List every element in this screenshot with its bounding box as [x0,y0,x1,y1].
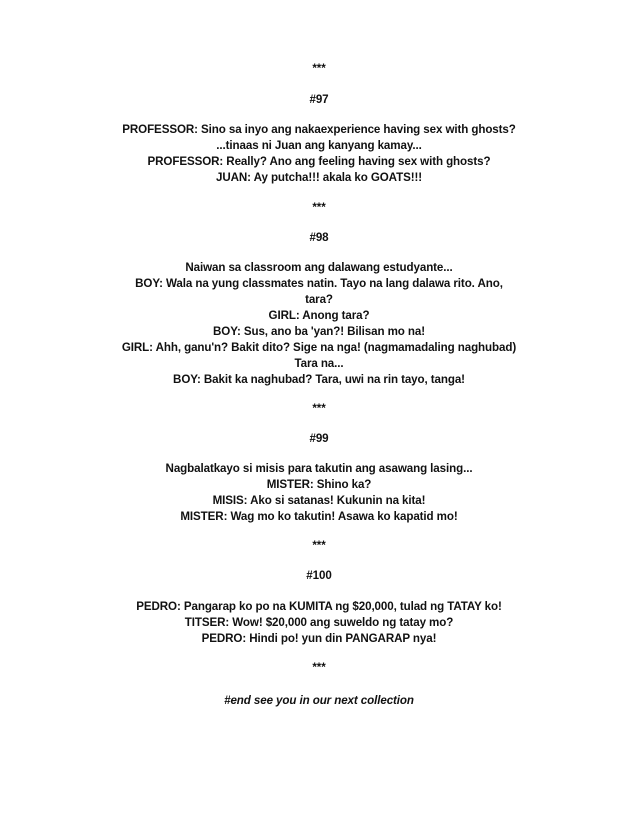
closing-line: #end see you in our next collection [224,694,414,707]
joke-line: MISTER: Shino ka? [266,478,372,491]
joke-line: Naiwan sa classroom ang dalawang estudyante... [185,261,453,274]
joke-line: ...tinaas ni Juan ang kanyang kamay... [216,139,422,152]
joke-line: MISTER: Wag mo ko takutin! Asawa ko kapatid mo! [180,510,458,523]
separator: *** [312,539,326,552]
joke-number: #97 [309,93,329,106]
joke-line: Nagbalatkayo si misis para takutin ang asawang lasing... [165,462,473,475]
joke-line: BOY: Wala na yung classmates natin. Tayo na lang dalawa rito. Ano, [135,277,503,290]
joke-number: #99 [309,432,329,445]
joke-line: tara? [305,293,333,306]
joke-line: PEDRO: Pangarap ko po na KUMITA ng $20,000, tulad ng TATAY ko! [136,600,502,613]
joke-line: BOY: Bakit ka naghubad? Tara, uwi na rin tayo, tanga! [173,373,465,386]
separator: *** [312,62,326,75]
joke-line: PROFESSOR: Really? Ano ang feeling having sex with ghosts? [147,155,491,168]
separator: *** [312,661,326,674]
separator: *** [312,402,326,415]
joke-line: PROFESSOR: Sino sa inyo ang nakaexperience having sex with ghosts? [122,123,516,136]
joke-number: #100 [306,569,332,582]
separator: *** [312,201,326,214]
joke-line: PEDRO: Hindi po! yun din PANGARAP nya! [201,632,437,645]
joke-line: TITSER: Wow! $20,000 ang suweldo ng tatay mo? [184,616,454,629]
joke-line: BOY: Sus, ano ba 'yan?! Bilisan mo na! [213,325,425,338]
joke-line: GIRL: Anong tara? [268,309,370,322]
joke-line: Tara na... [294,357,344,370]
joke-number: #98 [309,231,329,244]
joke-line: GIRL: Ahh, ganu'n? Bakit dito? Sige na nga! (nagmamadaling naghubad) [121,341,517,354]
joke-line: JUAN: Ay putcha!!! akala ko GOATS!!! [216,171,422,184]
joke-line: MISIS: Ako si satanas! Kukunin na kita! [212,494,426,507]
